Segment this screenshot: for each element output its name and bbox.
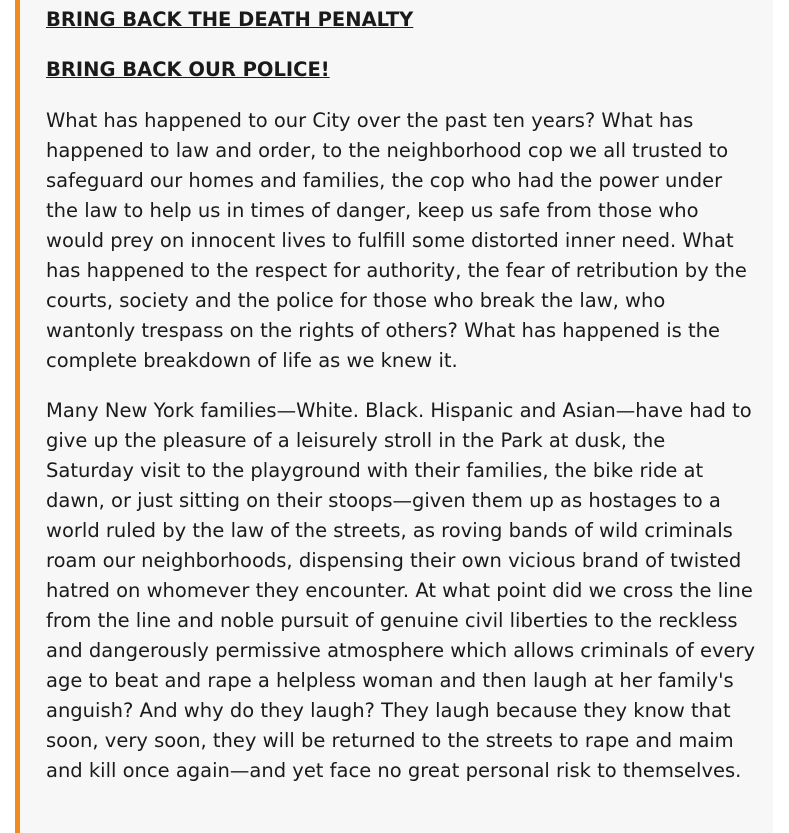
article-paragraph-2: Many New York families—White. Black. Hispanic and Asian—have had to give up the pleasure of a leisurely stroll in the Park at dusk, the Saturday visit to the playground with their families, the bike ride at dawn, or just sitting on their stoops—given them up as hostages to a world ruled by the law of the streets, as roving bands of wild criminals roam our neighborhoods, dispensing their own vicious brand of twisted hatred on whomever they encounter. At what point did we cross the line from the line and noble pursuit of genuine civil liberties to the reckless and dangerously permissive atmosphere which allows criminals of every age to beat and rape a helpless woman and then laugh at her family's anguish? And why do they laugh? They laugh because they know that soon, very soon, they will be returned to the streets to rape and maim and kill once again—and yet face no great personal risk to themselves. bbox=[46, 399, 756, 782]
article-heading-death-penalty: BRING BACK THE DEATH PENALTY bbox=[46, 8, 414, 31]
article-heading-police: BRING BACK OUR POLICE! bbox=[46, 58, 330, 81]
article-blockquote bbox=[15, 0, 773, 833]
article-paragraph-1: What has happened to our City over the past ten years? What has happened to law and order, to the neighborhood cop we all trusted to safeguard our homes and families, the cop who had the power under the law to help us in times of danger, keep us safe from those who would prey on innocent lives to fulfill some distorted inner need. What has happened to the respect for authority, the fear of retribution by the courts, society and the police for those who break the law, who wantonly trespass on the rights of others? What has happened is the complete breakdown of life as we knew it. bbox=[46, 109, 747, 372]
